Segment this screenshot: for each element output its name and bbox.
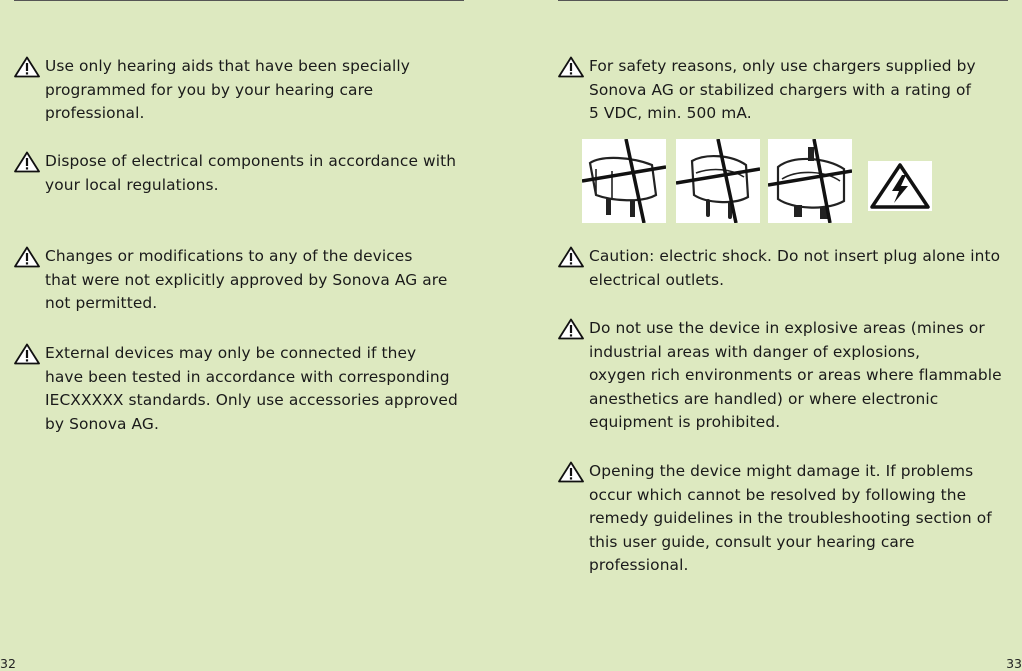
warning-triangle-icon	[558, 461, 584, 483]
warning-item	[558, 55, 1018, 126]
warning-triangle-icon	[14, 56, 40, 78]
charger-plug-illustrations	[582, 139, 932, 225]
warning-triangle-icon	[558, 318, 584, 340]
warning-item	[14, 245, 474, 316]
warning-triangle-icon	[558, 246, 584, 268]
warning-item	[558, 317, 1018, 435]
warning-text: External devices may only be connected if they have been tested in accordance with corresponding IECXXXXX standards. Only use accessories approved by Sonova AG.	[45, 344, 458, 433]
warning-item	[14, 55, 474, 126]
warning-triangle-icon	[14, 343, 40, 365]
warning-item	[558, 460, 1018, 578]
warning-triangle-icon	[14, 246, 40, 268]
warning-triangle-icon	[14, 151, 40, 173]
warning-text: Use only hearing aids that have been specially programmed for you by your hearing care professional.	[45, 57, 410, 122]
right-top-rule	[558, 0, 1008, 1]
crossed-out-plug-flat-pins-icon	[582, 139, 666, 223]
crossed-out-plug-round-pins-icon	[676, 139, 760, 223]
warning-triangle-icon	[558, 56, 584, 78]
electric-shock-warning-icon	[868, 161, 932, 211]
crossed-out-plug-uk-icon	[768, 139, 852, 223]
warning-item	[14, 150, 474, 197]
page-number-right: 33	[1006, 656, 1022, 671]
warning-text: Do not use the device in explosive areas (mines or industrial areas with danger of explosions, oxygen rich environments or areas where flammable anesthetics are handled) or where electronic equipment is prohibited.	[589, 319, 1002, 431]
left-top-rule	[14, 0, 464, 1]
warning-item	[14, 342, 474, 436]
warning-text: Caution: electric shock. Do not insert plug alone into electrical outlets.	[589, 247, 1001, 289]
warning-text: For safety reasons, only use chargers supplied by Sonova AG or stabilized chargers with a rating of 5 VDC, min. 500 mA.	[589, 57, 976, 122]
warning-item	[558, 245, 1018, 292]
warning-text: Changes or modifications to any of the devices that were not explicitly approved by Sonova AG are not permitted.	[45, 247, 448, 312]
warning-text: Dispose of electrical components in accordance with your local regulations.	[45, 152, 457, 194]
warning-text: Opening the device might damage it. If problems occur which cannot be resolved by following the remedy guidelines in the troubleshooting section of this user guide, consult your hearing care professional.	[589, 462, 992, 574]
page-number-left: 32	[0, 656, 16, 671]
